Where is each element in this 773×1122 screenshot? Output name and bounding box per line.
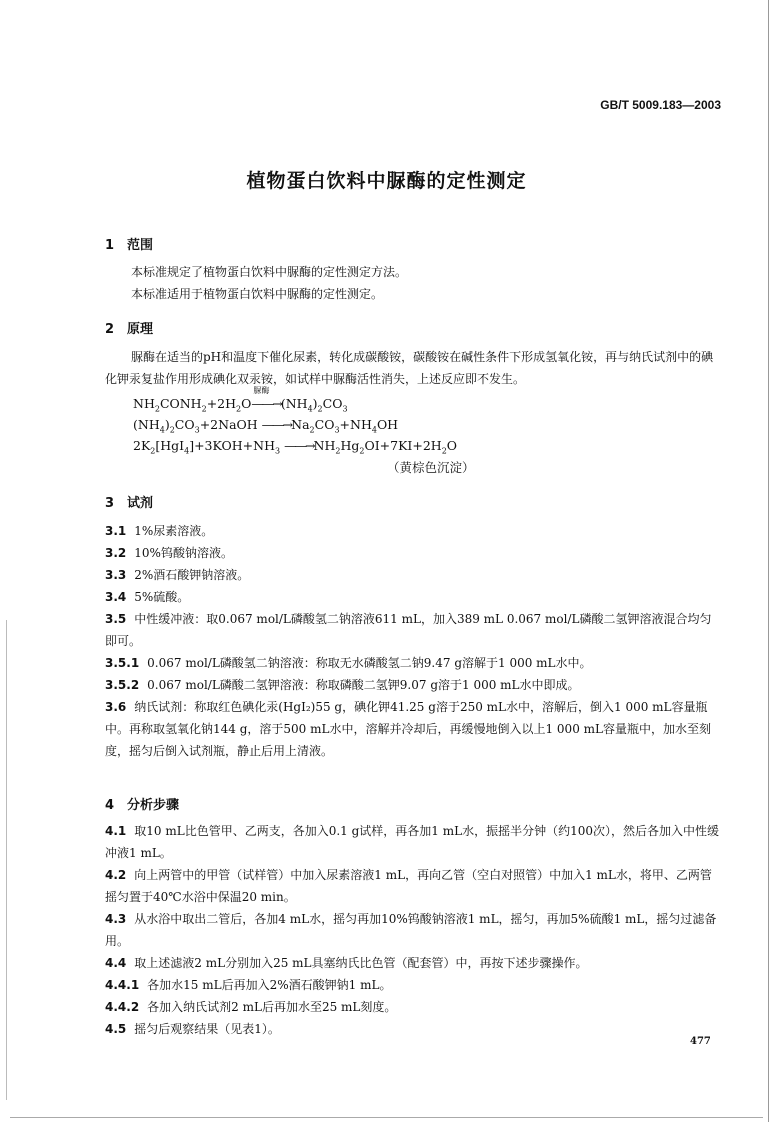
scan-edge-bottom: [10, 1117, 763, 1118]
section-4-heading: 4 分析步骤: [105, 798, 180, 813]
reagent-3-5-1: 3.5.1 0.067 mol/L磷酸氢二钠溶液：称取无水磷酸氢二钠9.47 g溶解于1 000 mL水中。: [105, 656, 592, 670]
step-4-1: 4.1 取10 mL比色管甲、乙两支，各加入0.1 g试样，再各加1 mL水，振摇半分钟（约100次），然后各加入中性缓冲液1 mL。: [105, 824, 719, 860]
reagent-3-4: 3.4 5%硫酸。: [105, 590, 190, 604]
catalyst-label: 脲酶: [253, 386, 270, 395]
step-4-4: 4.4 取上述滤液2 mL分别加入25 mL具塞纳氏比色管（配套管）中，再按下述步骤操作。: [105, 956, 588, 970]
equation-2: $(NH_4)_2CO_3+2NaOH$ $——\to Na_2CO_3+NH_4OH$: [133, 417, 399, 435]
reagent-3-6: 3.6 纳氏试剂：称取红色碘化汞(HgI₂)55 g，碘化钾41.25 g溶于250 mL水中，溶解后，倒入1 000 mL容量瓶中。再称取氢氧化钠144 g，溶于500 mL水中，溶解并冷却后，再缓慢地倒入以上1 000 mL容量瓶中，加水至刻度，摇匀后倒入试剂瓶，静止后用上清液。: [105, 700, 711, 758]
equation-3: $2K_2[HgI_4]+3KOH+NH_3$ $——\to NH_2Hg_2OI+7KI+2H_2O$: [133, 438, 458, 456]
step-4-4-2: 4.4.2 各加入纳氏试剂2 mL后再加水至25 mL刻度。: [105, 1000, 397, 1014]
standard-code: GB/T 5009.183—2003: [600, 98, 721, 112]
scan-edge-right: [768, 0, 769, 1122]
reagent-3-2: 3.2 10%钨酸钠溶液。: [105, 546, 233, 560]
section-1-para-2: 本标准适用于植物蛋白饮料中脲酶的定性测定。: [131, 287, 384, 301]
reagent-3-5: 3.5 中性缓冲液：取0.067 mol/L磷酸氢二钠溶液611 mL，加入389 mL 0.067 mol/L磷酸二氢钾溶液混合均匀即可。: [105, 612, 712, 648]
step-4-3: 4.3 从水浴中取出二管后，各加4 mL水，摇匀再加10%钨酸钠溶液1 mL，摇匀，再加5%硫酸1 mL，摇匀过滤备用。: [105, 912, 717, 948]
step-4-2: 4.2 向上两管中的甲管（试样管）中加入尿素溶液1 mL，再向乙管（空白对照管）中加入1 mL水，将甲、乙两管摇匀置于40℃水浴中保温20 min。: [105, 868, 712, 904]
reagent-3-5-2: 3.5.2 0.067 mol/L磷酸二氢钾溶液：称取磷酸二氢钾9.07 g溶于1 000 mL水中即成。: [105, 678, 580, 692]
precipitate-note: （黄棕色沉淀）: [387, 460, 475, 475]
equation-1: $NH_2CONH_2+2H_2O$ 脲酶 $——\to(NH_4)_2CO_3$: [133, 386, 348, 414]
section-2-heading: 2 原理: [105, 322, 154, 337]
step-4-4-1: 4.4.1 各加水15 mL后再加入2%酒石酸钾钠1 mL。: [105, 978, 392, 992]
section-1-para-1: 本标准规定了植物蛋白饮料中脲酶的定性测定方法。: [131, 265, 408, 279]
page-title: 植物蛋白饮料中脲酶的定性测定: [246, 170, 527, 192]
reagent-3-3: 3.3 2%酒石酸钾钠溶液。: [105, 568, 250, 582]
section-3-heading: 3 试剂: [105, 496, 154, 511]
step-4-5: 4.5 摇匀后观察结果（见表1）。: [105, 1022, 280, 1036]
section-1-heading: 1 范围: [105, 238, 154, 253]
page-number: 477: [690, 1036, 711, 1047]
section-2-para: 脲酶在适当的pH和温度下催化尿素，转化成碳酸铵，碳酸铵在碱性条件下形成氢氧化铵，再与纳氏试剂中的碘化钾汞复盐作用形成碘化双汞铵，如试样中脲酶活性消失，上述反应即不发生。: [105, 350, 714, 386]
scan-edge-left: [6, 620, 7, 1100]
reagent-3-1: 3.1 1%尿素溶液。: [105, 524, 214, 538]
